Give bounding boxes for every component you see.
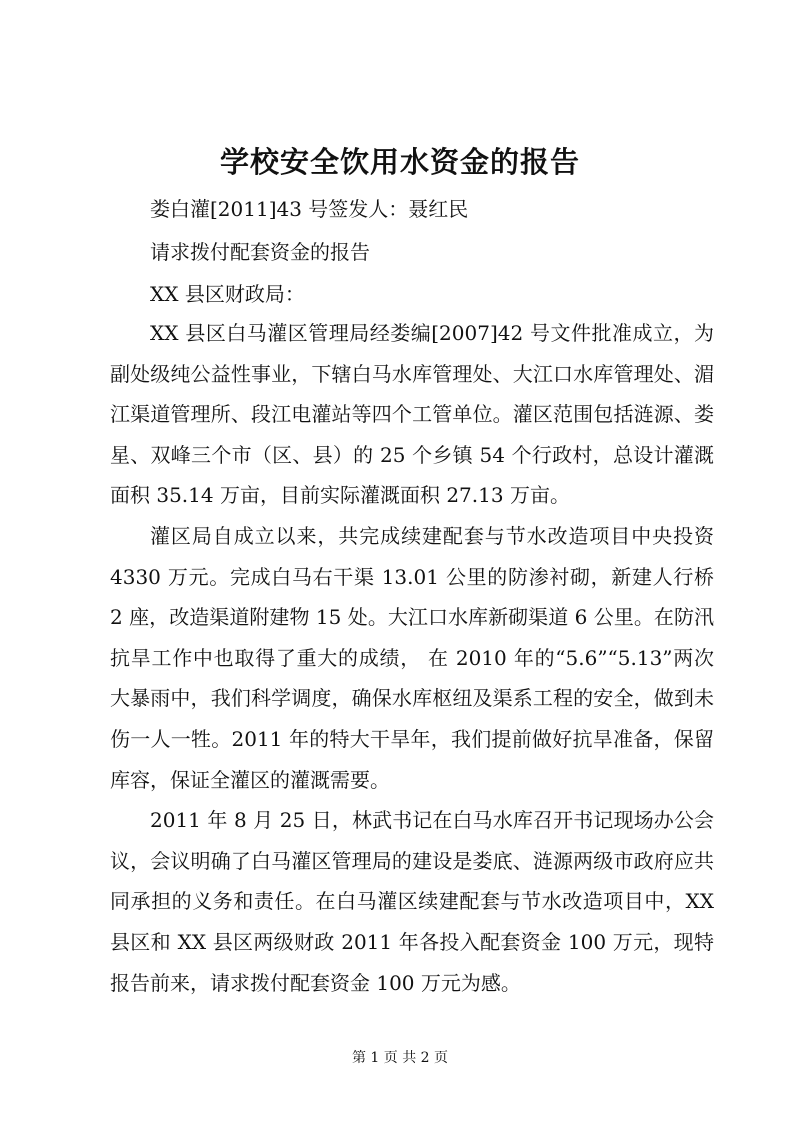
- subject-line: 请求拨付配套资金的报告: [150, 240, 370, 264]
- body-paragraph-1: XX 县区白马灌区管理局经娄编[2007]42 号文件批准成立，为副处级纯公益性事业，下辖白马水库管理处、大江口水库管理处、湄江渠道管理所、段江电灌站等四个工管单位。灌区范围包括涟源、娄星、双峰三个市（区、县）的 25 个乡镇 54 个行政村，总设计灌溉面积 35.14 万亩，目前实际灌溉面积 27.13 万亩。: [110, 321, 714, 508]
- body-text: [110, 313, 714, 1003]
- doc-number-line: 娄白灌[2011]43 号签发人：聂红民: [150, 197, 469, 221]
- body-paragraph-2: 灌区局自成立以来，共完成续建配套与节水改造项目中央投资 4330 万元。完成白马右干渠 13.01 公里的防渗衬砌，新建人行桥 2 座，改造渠道附建物 15 处。大江口水库新砌渠道 6 公里。在防汛抗旱工作中也取得了重大的成绩， 在 2010 年的“5.6”“5.13”两次大暴雨中，我们科学调度，确保水库枢纽及渠系工程的安全，做到未伤一人一牲。2011 年的特大干旱年，我们提前做好抗旱准备，保留库容，保证全灌区的灌溉需要。: [110, 523, 714, 792]
- page-title: 学校安全饮用水资金的报告: [219, 145, 580, 179]
- page-number-footer: 第 1 页 共 2 页: [351, 1050, 449, 1066]
- addressee-line: XX 县区财政局：: [150, 282, 305, 306]
- body-paragraph-3: 2011 年 8 月 25 日，林武书记在白马水库召开书记现场办公会议，会议明确了白马灌区管理局的建设是娄底、涟源两级市政府应共同承担的义务和责任。在白马灌区续建配套与节水改造项目中，XX 县区和 XX 县区两级财政 2011 年各投入配套资金 100 万元，现特报告前来，请求拨付配套资金 100 万元为感。: [110, 808, 714, 995]
